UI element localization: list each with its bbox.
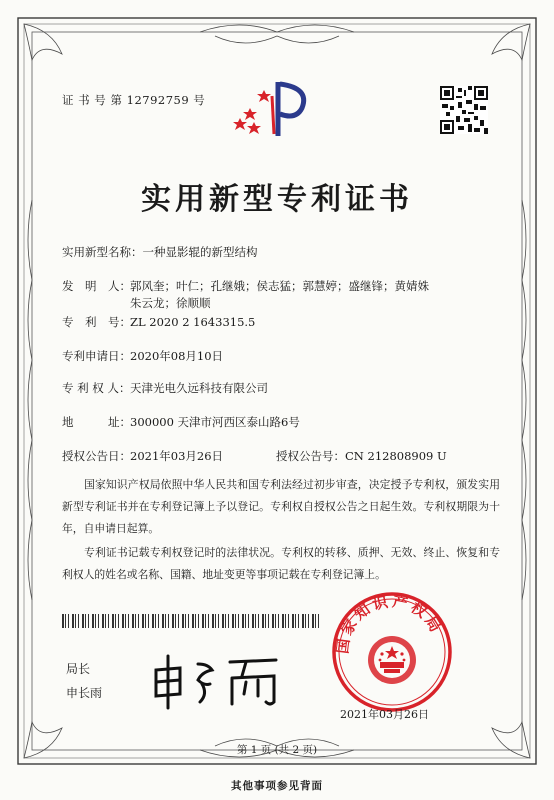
utility-name-row [62,244,258,260]
certificate-number: 证 书 号 第 12792759 号 [62,93,206,107]
utility-name-label: 实用新型名称： [62,245,143,259]
patent-number-label: 专 利 号： [62,315,131,329]
address-row [62,414,300,430]
patent-number-value: ZL 2020 2 1643315.5 [130,315,256,329]
barcode-strip [62,614,322,628]
patent-number-row [62,314,255,330]
page-number: 第 1 页 (共 2 页) [236,744,318,756]
inventor-row-2 [130,295,211,311]
patentee-value: 天津光电久远科技有限公司 [130,381,268,395]
apply-date-value: 2020年08月10日 [130,349,224,363]
apply-date-label: 专利申请日： [62,349,131,363]
apply-date-row [62,348,223,364]
legal-paragraph-1: 国家知识产权局依照中华人民共和国专利法经过初步审查，决定授予专利权，颁发实用新型专利证书并在专利登记簿上予以登记。专利权自授权公告之日起生效。专利权期限为十年，自申请日起算。 [62,478,500,535]
director-name-label: 申长雨 [66,686,103,700]
grant-number-label: 授权公告号： [276,449,345,463]
qr-code-icon [440,86,488,134]
inventor-value-line1: 郭风奎；叶仁；孔继娥；侯志猛；郭慧婷；盛继锋；黄婧姝 [130,279,429,293]
grant-date-value: 2021年03月26日 [130,449,224,463]
footer-note: 其他事项参见背面 [231,780,323,792]
official-seal-icon [330,590,454,714]
legal-paragraph-2: 专利证书记载专利权登记时的法律状况。专利权的转移、质押、无效、终止、恢复和专利权人的姓名或名称、国籍、地址变更等事项记载在专利登记簿上。 [62,546,500,581]
director-signature [146,650,286,712]
utility-name-value: 一种显影辊的新型结构 [142,245,258,259]
inventor-row [62,278,429,294]
grant-date-label: 授权公告日： [62,449,131,463]
director-role-label: 局长 [66,662,91,676]
grant-number-row [276,448,447,464]
patentee-label: 专 利 权 人： [62,381,131,395]
inventor-label: 发 明 人： [62,279,131,293]
seal-ring-text: 国家知识产权局 [333,592,447,655]
certificate-title: 实用新型专利证书 [141,182,413,217]
address-value: 300000 天津市河西区泰山路6号 [130,415,300,429]
inventor-value-line2: 朱云龙；徐顺顺 [130,296,211,310]
cnipa-logo-icon [232,78,322,140]
address-label: 地 址： [62,415,131,429]
grant-number-value: CN 212808909 U [345,449,447,463]
seal-date: 2021年03月26日 [340,708,429,721]
grant-date-row [62,448,223,464]
patentee-row [62,380,268,396]
